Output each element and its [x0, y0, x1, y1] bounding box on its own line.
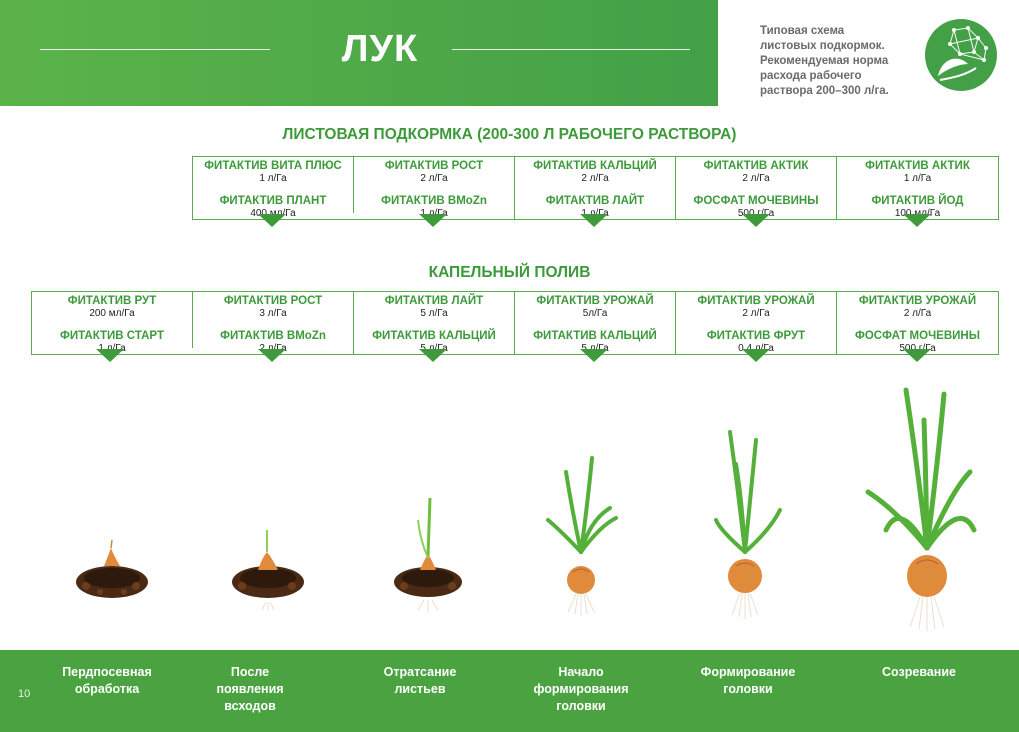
product-name: ФИТАКТИВ РУТ [67, 295, 157, 307]
down-arrow-icon [903, 349, 931, 362]
product-dose: 400 мл/Га [250, 208, 296, 219]
drip-cell [32, 292, 193, 354]
product-name: ФИТАКТИВ ПЛАНТ [219, 195, 327, 207]
product-dose: 0,4 л/Га [738, 343, 774, 354]
drip-section-title: КАПЕЛЬНЫЙ ПОЛИВ [428, 264, 591, 281]
onion-growth-stages-illustration [0, 380, 1019, 650]
product-dose: 2 л/Га [420, 173, 448, 184]
page-title: ЛУК [341, 28, 419, 70]
product-dose: 1 л/Га [259, 173, 287, 184]
product-name: ФИТАКТИВ ФРУТ [706, 330, 806, 342]
drip-cell [193, 292, 354, 354]
page-number: 10 [18, 688, 31, 700]
product-dose: 200 мл/Га [89, 308, 135, 319]
product-dose: 500 г/Га [737, 208, 775, 219]
product-name: ФИТАКТИВ КАЛЬЦИЙ [533, 330, 657, 342]
down-arrow-icon [580, 214, 608, 227]
foliar-cell [354, 157, 515, 219]
product-name: ФИТАКТИВ КАЛЬЦИЙ [533, 160, 657, 172]
down-arrow-icon [742, 349, 770, 362]
down-arrow-icon [903, 214, 931, 227]
product-dose: 3 л/Га [259, 308, 287, 319]
product-name: ФИТАКТИВ УРОЖАЙ [858, 295, 977, 307]
down-arrow-icon [96, 349, 124, 362]
product-name: ФИТАКТИВ УРОЖАЙ [697, 295, 815, 307]
product-dose: 1 л/Га [420, 208, 448, 219]
product-dose: 5 л/Га [581, 343, 609, 354]
header-divider-left [40, 49, 270, 50]
product-dose: 2 л/Га [742, 308, 770, 319]
stage-label: Созревание [882, 665, 956, 679]
down-arrow-icon [742, 214, 770, 227]
product-name: ФИТАКТИВ КАЛЬЦИЙ [372, 330, 496, 342]
down-arrow-icon [419, 349, 447, 362]
product-name: ФИТАКТИВ ЛАЙТ [545, 195, 645, 207]
product-dose: 1 л/Га [903, 173, 932, 184]
product-dose: 2 л/Га [903, 308, 932, 319]
onion-young-plant-icon [394, 498, 462, 612]
product-dose: 5 л/Га [420, 343, 448, 354]
product-name: ФИТАКТИВ BMoZn [220, 330, 326, 342]
stage-label: Пердпосевная обработка [62, 665, 152, 696]
product-dose: 2 л/Га [259, 343, 287, 354]
product-dose: 5 л/Га [420, 308, 448, 319]
foliar-cell [193, 157, 354, 219]
stage-label: Начало формирования головки [533, 665, 629, 713]
down-arrow-icon [419, 214, 447, 227]
foliar-cell [515, 157, 676, 219]
product-name: ФИТАКТИВ РОСТ [223, 295, 323, 307]
onion-seed-bulb-icon [76, 540, 148, 598]
onion-bulb-growing-icon [716, 432, 780, 619]
stage-label: Отратсание листьев [383, 665, 457, 696]
down-arrow-icon [258, 349, 286, 362]
product-dose: 2 л/Га [581, 173, 609, 184]
drip-cell [515, 292, 676, 354]
product-name: ФИТАКТИВ УРОЖАЙ [536, 295, 654, 307]
foliar-cell [676, 157, 837, 219]
product-name: ФИТАКТИВ АКТИК [865, 160, 970, 172]
onion-mature-plant-icon [868, 390, 974, 631]
product-name: ФИТАКТИВ ЛАЙТ [384, 295, 484, 307]
product-dose: 100 мл/Га [894, 208, 941, 219]
header-divider-right [452, 49, 690, 50]
product-name: ФИТАКТИВ РОСТ [384, 160, 484, 172]
product-name: ФОСФАТ МОЧЕВИНЫ [693, 195, 819, 207]
product-name: ФИТАКТИВ BMoZn [381, 195, 487, 207]
product-dose: 5л/Га [582, 308, 608, 319]
foliar-section-title: ЛИСТОВАЯ ПОДКОРМКА (200-300 Л РАБОЧЕГО РАСТВОРА) [282, 126, 737, 143]
foliar-grid [192, 156, 999, 220]
product-dose: 2 л/Га [742, 173, 770, 184]
product-name: ФОСФАТ МОЧЕВИНЫ [855, 330, 980, 342]
product-dose: 1 л/Га [98, 343, 126, 354]
product-dose: 500 г/Га [899, 343, 936, 354]
product-name: ФИТАКТИВ СТАРТ [60, 330, 164, 342]
drip-cell [837, 292, 998, 354]
down-arrow-icon [258, 214, 286, 227]
drip-cell [354, 292, 515, 354]
header-band [0, 0, 718, 106]
product-dose: 1 л/Га [581, 208, 609, 219]
foliar-cell [837, 157, 998, 219]
onion-sprout-icon [232, 530, 304, 611]
stage-label: Формирование головки [700, 665, 796, 696]
product-name: ФИТАКТИВ ВИТА ПЛЮС [204, 160, 342, 172]
leaf-network-logo-icon [924, 18, 998, 92]
schema-note: Типовая схема листовых подкормок. Рекомендуемая норма расхода рабочего раствора 200–300 л/га. [760, 25, 889, 97]
footer-band [0, 650, 1019, 732]
onion-bulb-forming-icon [548, 458, 616, 616]
stage-label: После появления всходов [216, 665, 284, 713]
drip-cell [676, 292, 837, 354]
product-name: ФИТАКТИВ ЙОД [871, 195, 964, 207]
product-name: ФИТАКТИВ АКТИК [703, 160, 809, 172]
drip-grid [31, 291, 999, 355]
down-arrow-icon [580, 349, 608, 362]
